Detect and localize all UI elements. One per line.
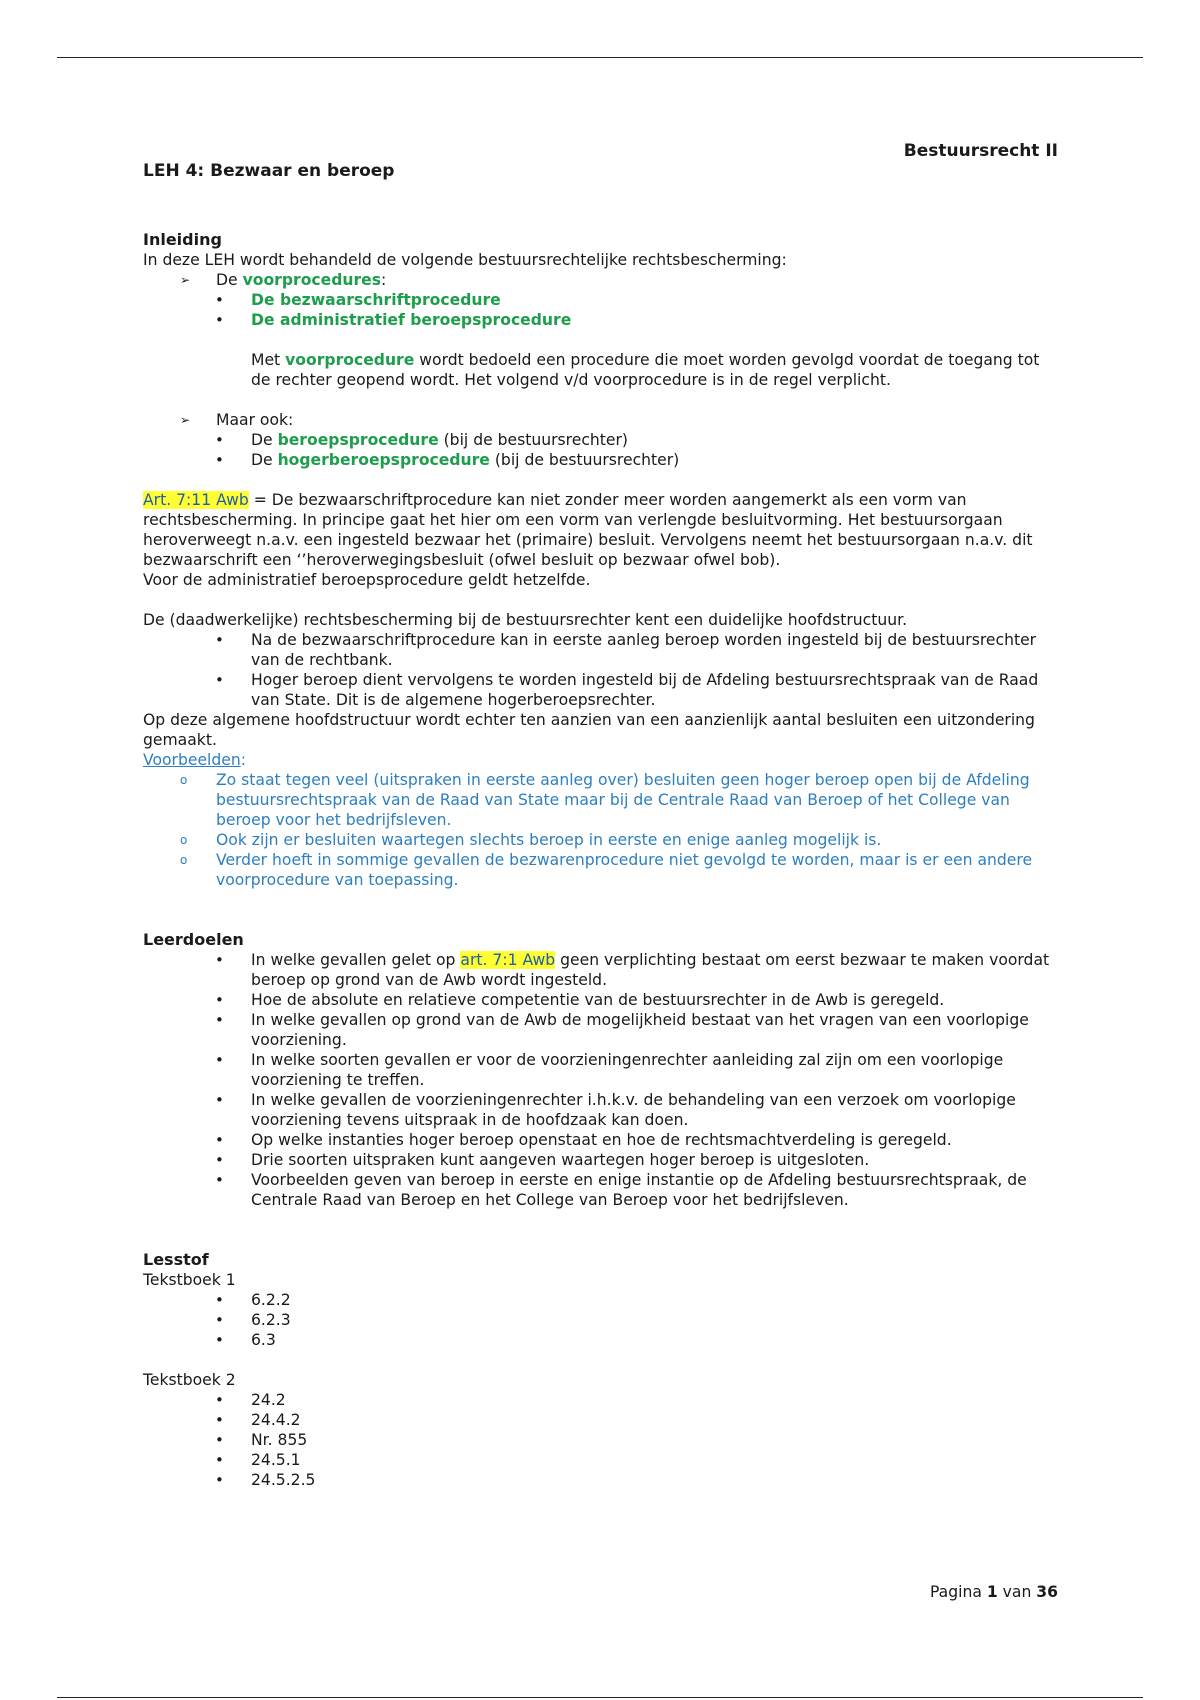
arrow-bullet-icon: ➢ xyxy=(180,413,191,427)
list-item: • Hoger beroep dient vervolgens te worden ingesteld bij de Afdeling bestuursrechtspraak van de Raad van State. Dit is de algemene hogerberoepsrechter. xyxy=(215,671,1039,709)
list-item: • Drie soorten uitspraken kunt aangeven waartegen hoger beroep is uitgesloten. xyxy=(215,1151,870,1169)
article-paragraph: Art. 7:11 Awb = De bezwaarschriftprocedure kan niet zonder meer worden aangemerkt als een vorm van rechtsbescherming. In principe gaat het hier om een vorm van verlengde besluitvorming. Het bestuursorgaan heroverweegt n.a.v. een ingesteld bezwaar het (primaire) besluit. Vervolgens neemt het bestuursorgaan n.a.v. dit bezwaarschrift een ‘’heroverwegingsbesluit (ofwel besluit op bezwaar ofwel bob). xyxy=(143,491,1033,569)
list-item: • 6.2.2 xyxy=(215,1291,291,1309)
bottom-rule xyxy=(57,1697,1143,1698)
list-item: • De beroepsprocedure (bij de bestuursrechter) xyxy=(215,431,629,449)
bullet-icon: • xyxy=(215,631,224,649)
bullet-icon: • xyxy=(215,1131,224,1149)
list-item: • 24.5.1 xyxy=(215,1451,301,1469)
list-item: • Na de bezwaarschriftprocedure kan in eerste aanleg beroep worden ingesteld bij de bestuursrechter van de rechtbank. xyxy=(215,631,1037,669)
bullet-icon: • xyxy=(215,1391,224,1409)
bullet-icon: • xyxy=(215,1171,224,1189)
bullet-icon: • xyxy=(215,1051,224,1069)
list-item: • 24.4.2 xyxy=(215,1411,301,1429)
circle-bullet-icon: o xyxy=(180,773,188,787)
circle-bullet-icon: o xyxy=(180,833,188,847)
list-item: • Hoe de absolute en relatieve competentie van de bestuursrechter in de Awb is geregeld. xyxy=(215,991,945,1009)
bullet-icon: • xyxy=(215,431,224,449)
list-item: ➢ De voorprocedures: xyxy=(180,271,387,289)
list-item: o Verder hoeft in sommige gevallen de bezwarenprocedure niet gevolgd te worden, maar is er een andere voorprocedure van toepassing. xyxy=(180,851,1033,889)
bullet-icon: • xyxy=(215,1091,224,1109)
list-item: • 24.2 xyxy=(215,1391,286,1409)
list-item: • Voorbeelden geven van beroep in eerste en enige instantie op de Afdeling bestuursrechtspraak, de Centrale Raad van Beroep en het College van Beroep voor het bedrijfsleven. xyxy=(215,1171,1027,1209)
textbook-label: Tekstboek 2 xyxy=(143,1371,236,1389)
section-heading-lesstof: Lesstof xyxy=(143,1250,209,1269)
bullet-icon: • xyxy=(215,1471,224,1489)
list-item: • 6.3 xyxy=(215,1331,276,1349)
bullet-icon: • xyxy=(215,1411,224,1429)
circle-bullet-icon: o xyxy=(180,853,188,867)
bullet-icon: • xyxy=(215,671,224,689)
exception-text: Op deze algemene hoofdstructuur wordt echter ten aanzien van een aanzienlijk aantal besluiten een uitzondering gemaakt. xyxy=(143,711,1035,749)
voorprocedure-note: Met voorprocedure wordt bedoeld een procedure die moet worden gevolgd voordat de toegang tot de rechter geopend wordt. Het volgend v/d voorprocedure is in de regel verplicht. xyxy=(251,351,1040,389)
bullet-icon: • xyxy=(215,951,224,969)
list-item: • De administratief beroepsprocedure xyxy=(215,311,572,329)
list-item: • Nr. 855 xyxy=(215,1431,308,1449)
structure-text: De (daadwerkelijke) rechtsbescherming bij de bestuursrechter kent een duidelijke hoofdstructuur. xyxy=(143,611,908,629)
list-item: o Zo staat tegen veel (uitspraken in eerste aanleg over) besluiten geen hoger beroep open bij de Afdeling bestuursrechtspraak van de Raad van State maar bij de Centrale Raad van Beroep of het College van beroep voor het bedrijfsleven. xyxy=(180,771,1030,829)
bullet-icon: • xyxy=(215,451,224,469)
bullet-icon: • xyxy=(215,1291,224,1309)
bullet-icon: • xyxy=(215,1151,224,1169)
list-item: • 6.2.3 xyxy=(215,1311,291,1329)
page-title: LEH 4: Bezwaar en beroep xyxy=(143,161,395,181)
bullet-icon: • xyxy=(215,291,224,309)
list-item: • De hogerberoepsprocedure (bij de bestuursrechter) xyxy=(215,451,680,469)
admin-text: Voor de administratief beroepsprocedure geldt hetzelfde. xyxy=(143,571,591,589)
list-item: • In welke soorten gevallen er voor de voorzieningenrechter aanleiding zal zijn om een voorlopige voorziening te treffen. xyxy=(215,1051,1004,1089)
bullet-icon: • xyxy=(215,1331,224,1349)
list-item: ➢ Maar ook: xyxy=(180,411,294,429)
bullet-icon: • xyxy=(215,991,224,1009)
bullet-icon: • xyxy=(215,1011,224,1029)
list-item: • Op welke instanties hoger beroep openstaat en hoe de rechtsmachtverdeling is geregeld. xyxy=(215,1131,952,1149)
bullet-icon: • xyxy=(215,1451,224,1469)
textbook-label: Tekstboek 1 xyxy=(143,1271,236,1289)
section-heading-inleiding: Inleiding xyxy=(143,230,222,249)
intro-text: In deze LEH wordt behandeld de volgende bestuursrechtelijke rechtsbescherming: xyxy=(143,251,787,269)
list-item: • In welke gevallen de voorzieningenrechter i.h.k.v. de behandeling van een verzoek om voorlopige voorziening tevens uitspraak in de hoofdzaak kan doen. xyxy=(215,1091,1016,1129)
list-item: • De bezwaarschriftprocedure xyxy=(215,291,501,309)
bullet-icon: • xyxy=(215,311,224,329)
arrow-bullet-icon: ➢ xyxy=(180,273,191,287)
top-rule xyxy=(57,57,1143,58)
list-item: o Ook zijn er besluiten waartegen slechts beroep in eerste en enige aanleg mogelijk is. xyxy=(180,831,882,849)
list-item: • In welke gevallen op grond van de Awb de mogelijkheid bestaat van het vragen van een voorlopige voorziening. xyxy=(215,1011,1029,1049)
examples-label: Voorbeelden: xyxy=(143,751,247,769)
article-reference: Art. 7:11 Awb xyxy=(143,491,249,509)
article-reference: art. 7:1 Awb xyxy=(460,951,556,969)
section-heading-leerdoelen: Leerdoelen xyxy=(143,930,244,949)
course-title: Bestuursrecht II xyxy=(903,141,1058,161)
bullet-icon: • xyxy=(215,1431,224,1449)
bullet-icon: • xyxy=(215,1311,224,1329)
list-item: • In welke gevallen gelet op art. 7:1 Awb geen verplichting bestaat om eerst bezwaar te maken voordat beroep op grond van de Awb wordt ingesteld. xyxy=(215,951,1050,989)
page-number: Pagina 1 van 36 xyxy=(929,1583,1058,1601)
document-page xyxy=(143,140,1058,1490)
list-item: • 24.5.2.5 xyxy=(215,1471,316,1489)
